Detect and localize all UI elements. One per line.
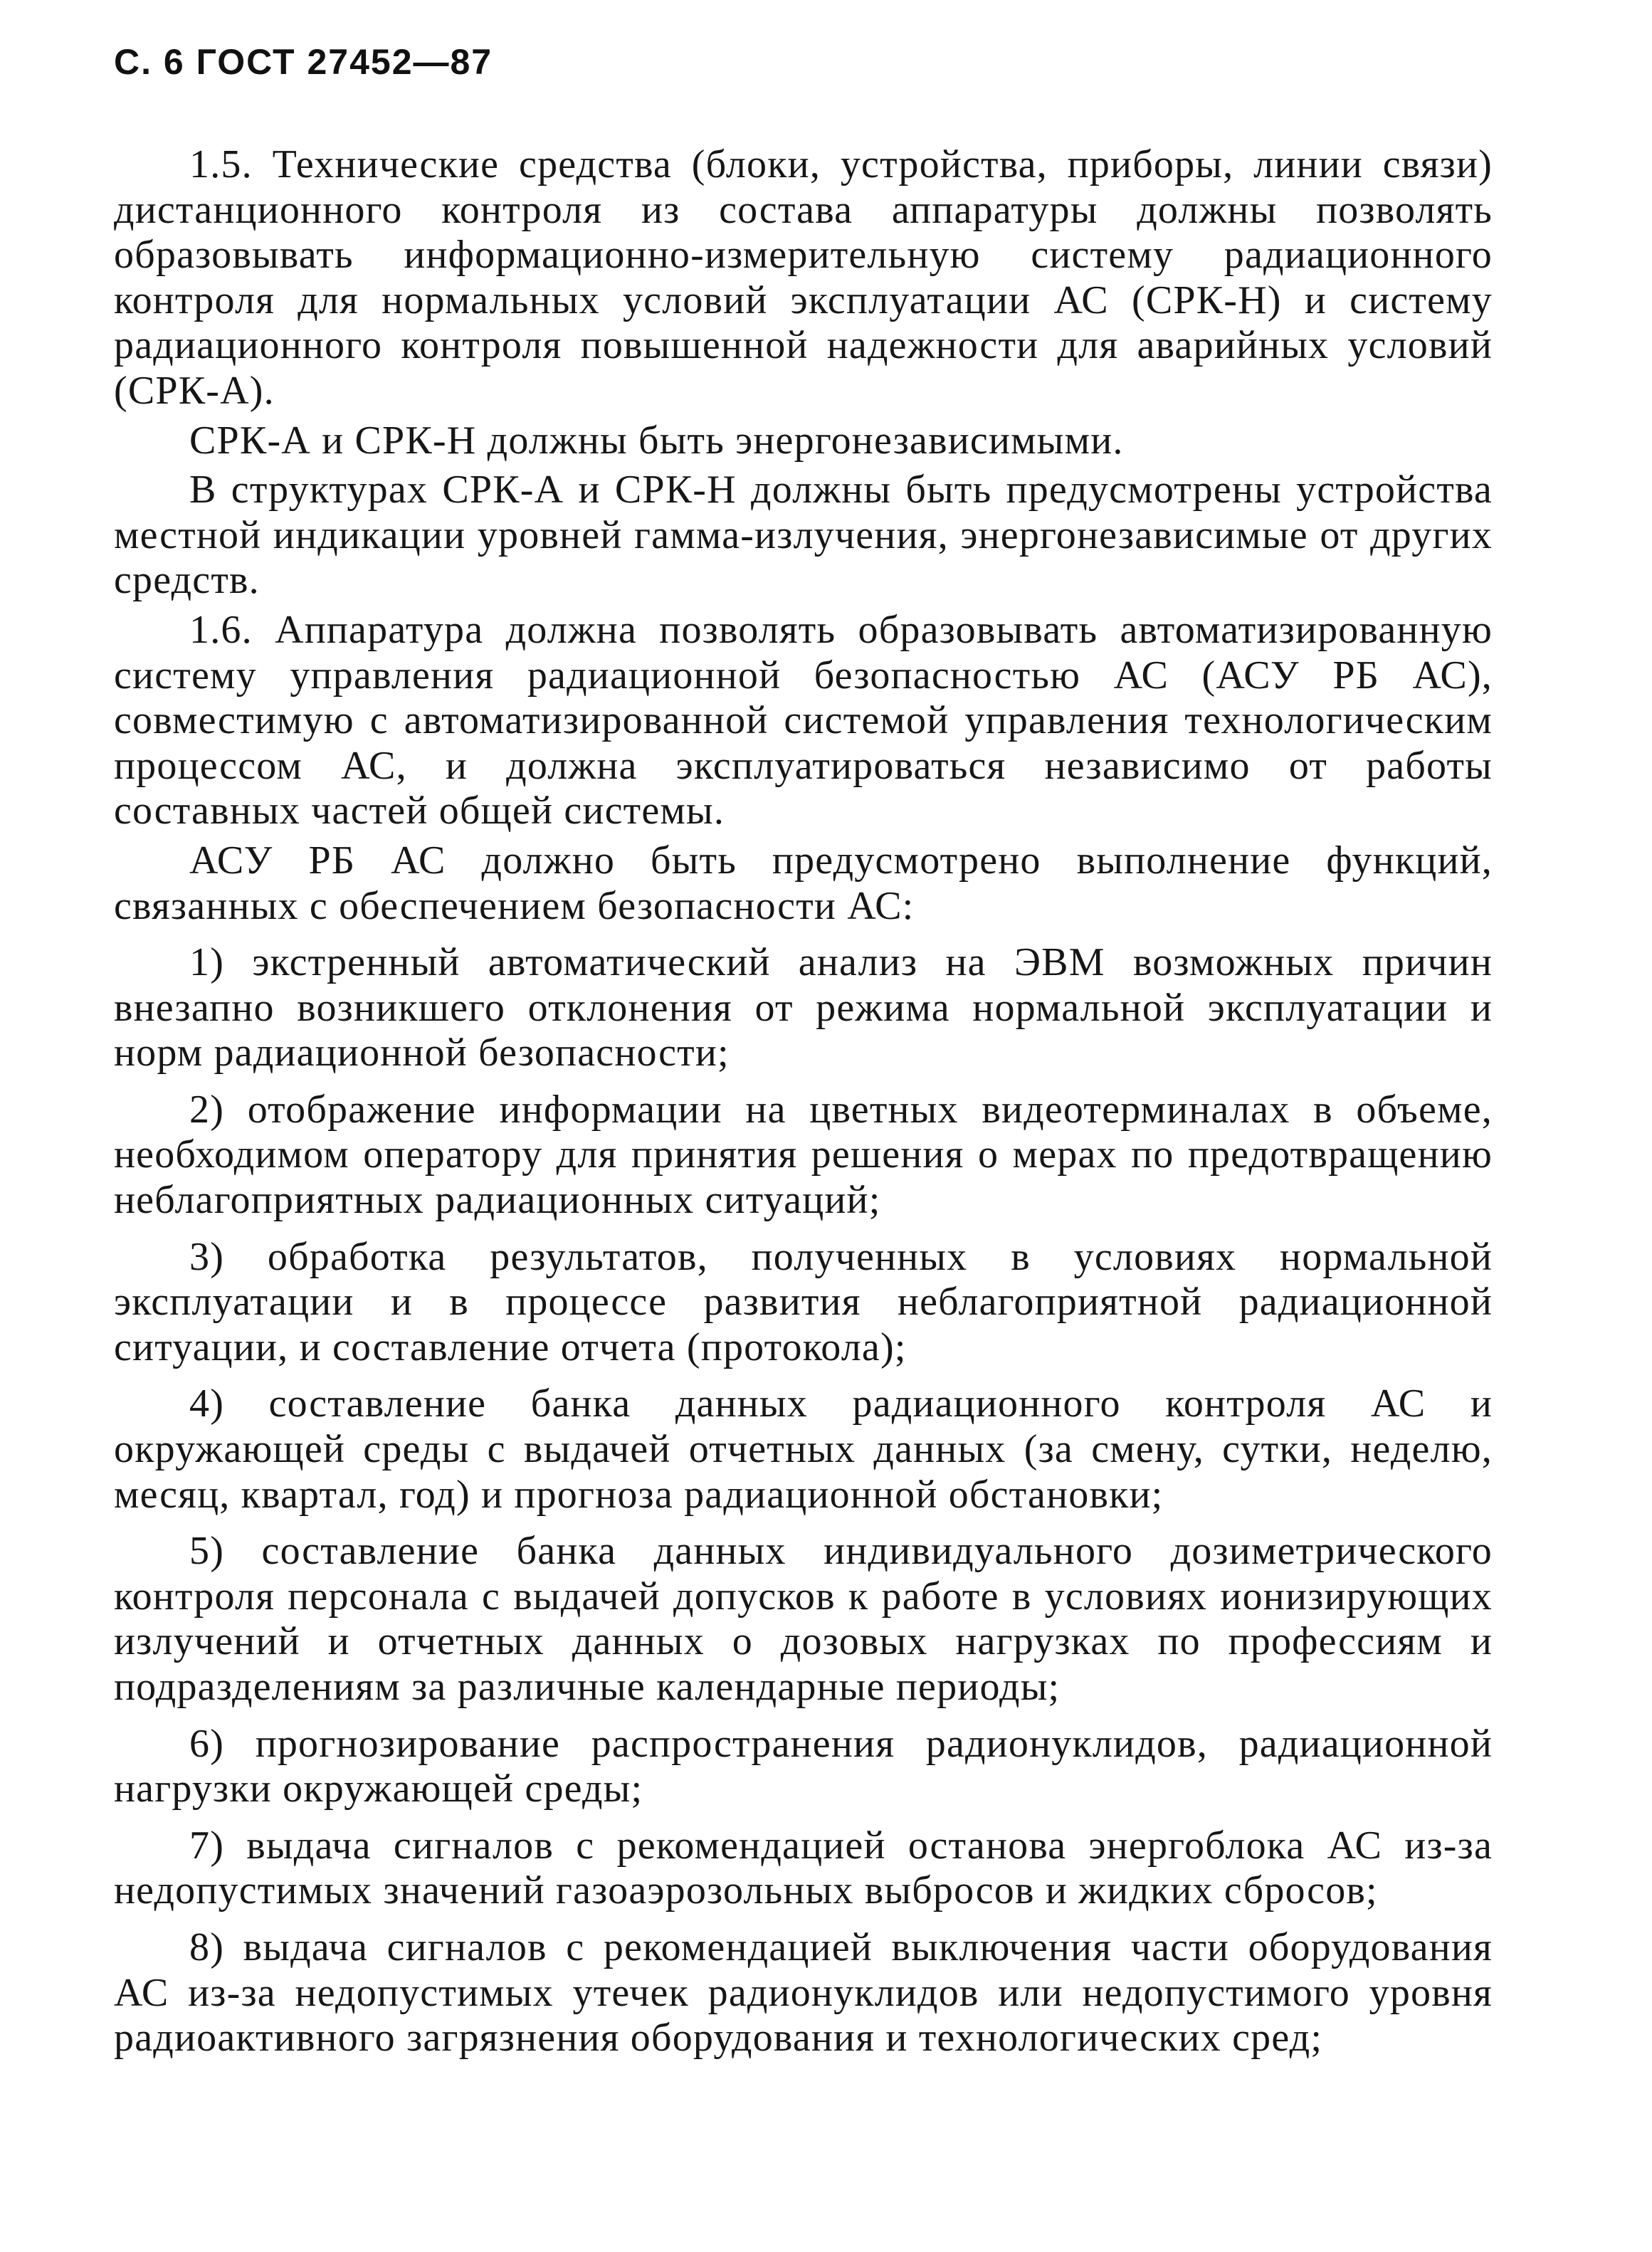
paragraph: АСУ РБ АС должно быть предусмотрено выполнение функций, связанных с обеспечением безопасности АС: (114, 838, 1493, 928)
list-item: 3) обработка результатов, полученных в условиях нормальной эксплуатации и в процессе развития неблагоприятной радиационной ситуации, и составление отчета (протокола); (114, 1234, 1493, 1369)
paragraph: В структурах СРК-А и СРК-Н должны быть предусмотрены устройства местной индикации уровней гамма-излучения, энергонезависимые от других средств. (114, 468, 1493, 603)
list-item: 7) выдача сигналов с рекомендацией останова энергоблока АС из-за недопустимых значений газоаэрозольных выбросов и жидких сбросов; (114, 1823, 1493, 1913)
paragraph-1-5: 1.5. Технические средства (блоки, устройства, приборы, линии связи) дистанционного контроля из состава аппаратуры должны позволять образовывать информационно-измерительную систему радиационного контроля для нормальных условий эксплуатации АС (СРК-Н) и систему радиационного контроля повышенной надежности для аварийных условий (СРК-А). (114, 142, 1493, 413)
list-item: 2) отображение информации на цветных видеотерминалах в объеме, необходимом оператору для принятия решения о мерах по предотвращению неблагоприятных радиационных ситуаций; (114, 1087, 1493, 1223)
running-head: С. 6 ГОСТ 27452—87 (114, 42, 493, 82)
list-item: 6) прогнозирование распространения радионуклидов, радиационной нагрузки окружающей среды; (114, 1721, 1493, 1811)
paragraph: СРК-А и СРК-Н должны быть энергонезависимыми. (189, 418, 1124, 463)
list-item: 8) выдача сигналов с рекомендацией выключения части оборудования АС из-за недопустимых утечек радионуклидов или недопустимого уровня радиоактивного загрязнения оборудования и технологических сред; (114, 1925, 1493, 2061)
list-item: 5) составление банка данных индивидуального дозиметрического контроля персонала с выдачей допусков к работе в условиях ионизирующих излучений и отчетных данных о дозовых нагрузках по профессиям и подразделениям за различные календарные периоды; (114, 1529, 1493, 1709)
body-text (114, 142, 1493, 2061)
paragraph-1-6: 1.6. Аппаратура должна позволять образовывать автоматизированную систему управления радиационной безопасностью АС (АСУ РБ АС), совместимую с автоматизированной системой управления технологическим процессом АС, и должна эксплуатироваться независимо от работы составных частей общей системы. (114, 607, 1493, 833)
list-item: 4) составление банка данных радиационного контроля АС и окружающей среды с выдачей отчетных данных (за смену, сутки, неделю, месяц, квартал, год) и прогноза радиационной обстановки; (114, 1382, 1493, 1517)
list-item: 1) экстренный автоматический анализ на ЭВМ возможных причин внезапно возникшего отклонения от режима нормальной эксплуатации и норм радиационной безопасности; (114, 940, 1493, 1075)
